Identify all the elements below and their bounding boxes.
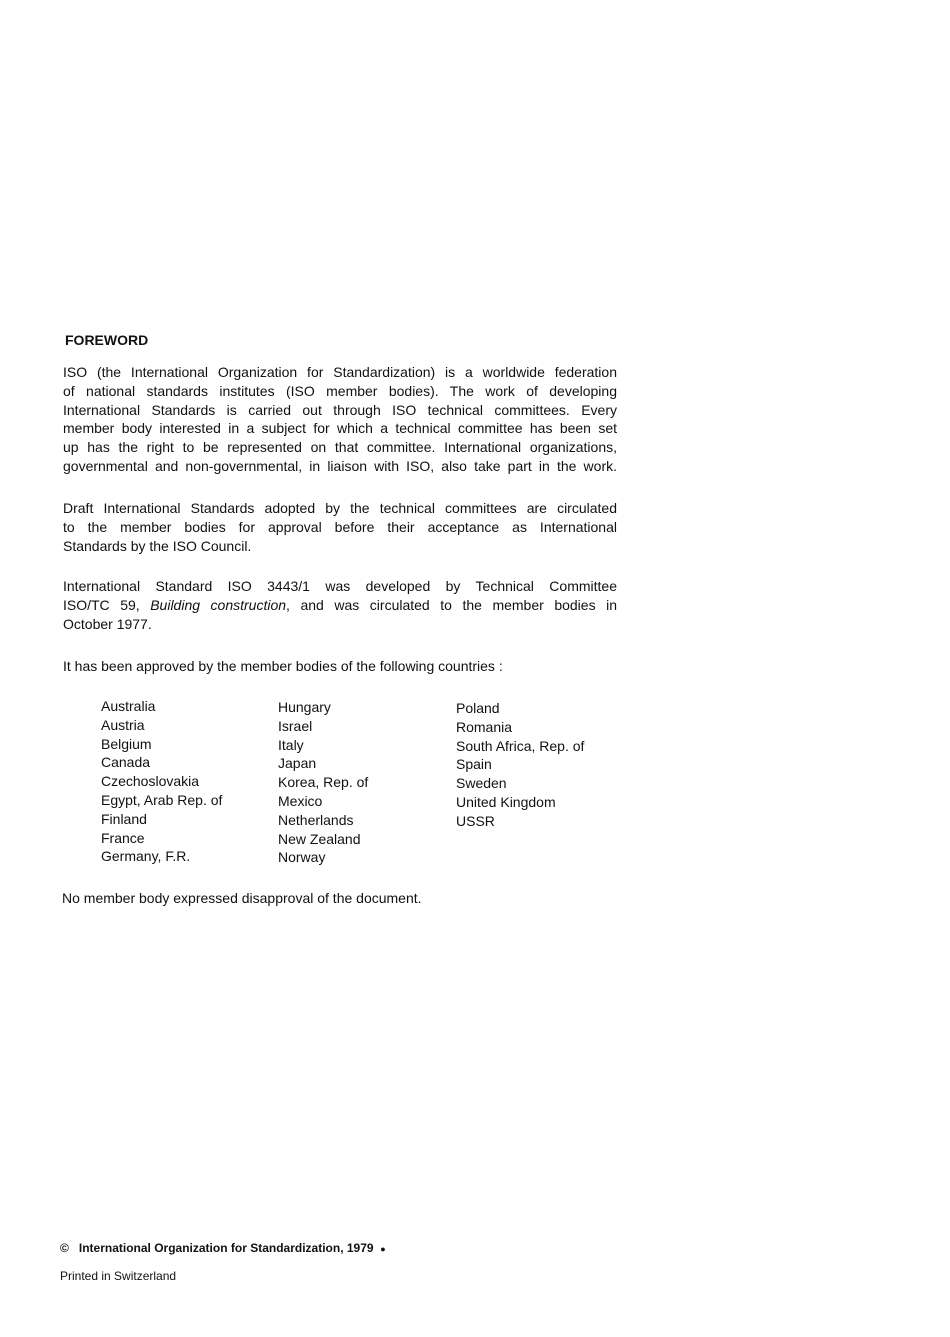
copyright-text: International Organization for Standardization, 1979 <box>78 1241 374 1255</box>
country: Sweden <box>456 775 507 792</box>
paragraph-draft-standards <box>63 499 617 555</box>
disapproval-statement: No member body expressed disapproval of the document. <box>62 890 422 906</box>
printed-in: Printed in Switzerland <box>60 1269 177 1283</box>
country: Belgium <box>101 735 152 752</box>
country: France <box>101 829 145 846</box>
bullet-icon: ● <box>380 1244 386 1254</box>
country: New Zealand <box>278 830 361 847</box>
country: Spain <box>456 756 492 773</box>
country: United Kingdom <box>456 793 556 810</box>
foreword-heading: FOREWORD <box>65 332 149 348</box>
paragraph-approval <box>63 657 617 676</box>
country: Japan <box>278 755 317 772</box>
country: Israel <box>278 717 313 734</box>
paragraph-iso-intro <box>63 363 617 476</box>
text-line: Standards by the ISO Council. <box>63 537 252 554</box>
text-line: governmental and non-governmental, in liaison with ISO, also take part in the work. <box>63 457 617 474</box>
country: Korea, Rep. of <box>278 774 369 791</box>
country: Mexico <box>278 792 323 809</box>
copyright-icon: © <box>60 1241 69 1255</box>
text-line: International Standard ISO 3443/1 was developed by Technical Committee <box>63 578 617 594</box>
copyright-line <box>60 1241 386 1255</box>
text-line <box>63 596 617 615</box>
paragraph-development <box>63 577 617 633</box>
country: USSR <box>456 812 495 829</box>
country: Czechoslovakia <box>101 773 200 790</box>
text-line: It has been approved by the member bodies of the following countries : <box>63 658 503 674</box>
country: Italy <box>278 736 304 753</box>
country: Canada <box>101 754 151 771</box>
country: Romania <box>456 718 513 735</box>
text-line: of national standards institutes (ISO member bodies). The work of developing <box>63 382 617 399</box>
text-line: October 1977. <box>63 615 152 632</box>
country: Egypt, Arab Rep. of <box>101 791 223 808</box>
country: Australia <box>101 698 156 714</box>
text-line: to the member bodies for approval before their acceptance as International <box>63 518 617 535</box>
country: Netherlands <box>278 811 354 828</box>
committee-title: Building construction <box>150 596 287 613</box>
countries-column-1 <box>101 697 222 866</box>
text-line: ISO (the International Organization for Standardization) is a worldwide federation <box>63 364 617 380</box>
countries-column-3 <box>456 699 584 831</box>
country: Poland <box>456 700 500 716</box>
country: Austria <box>101 716 145 733</box>
text-line: member body interested in a subject for which a technical committee has been set <box>63 420 617 437</box>
text-line: International Standards is carried out through ISO technical committees. Every <box>63 401 617 418</box>
country: Hungary <box>278 699 331 715</box>
country: Norway <box>278 849 326 866</box>
country: Finland <box>101 810 147 827</box>
text-segment: , and was circulated to the member bodies in <box>286 596 618 613</box>
countries-column-2 <box>278 698 368 867</box>
country: South Africa, Rep. of <box>456 737 585 754</box>
country: Germany, F.R. <box>101 848 191 865</box>
text-line: up has the right to be represented on that committee. International organizations, <box>63 439 617 456</box>
text-segment: ISO/TC 59, <box>63 596 151 613</box>
text-line: Draft International Standards adopted by the technical committees are circulated <box>63 500 617 516</box>
